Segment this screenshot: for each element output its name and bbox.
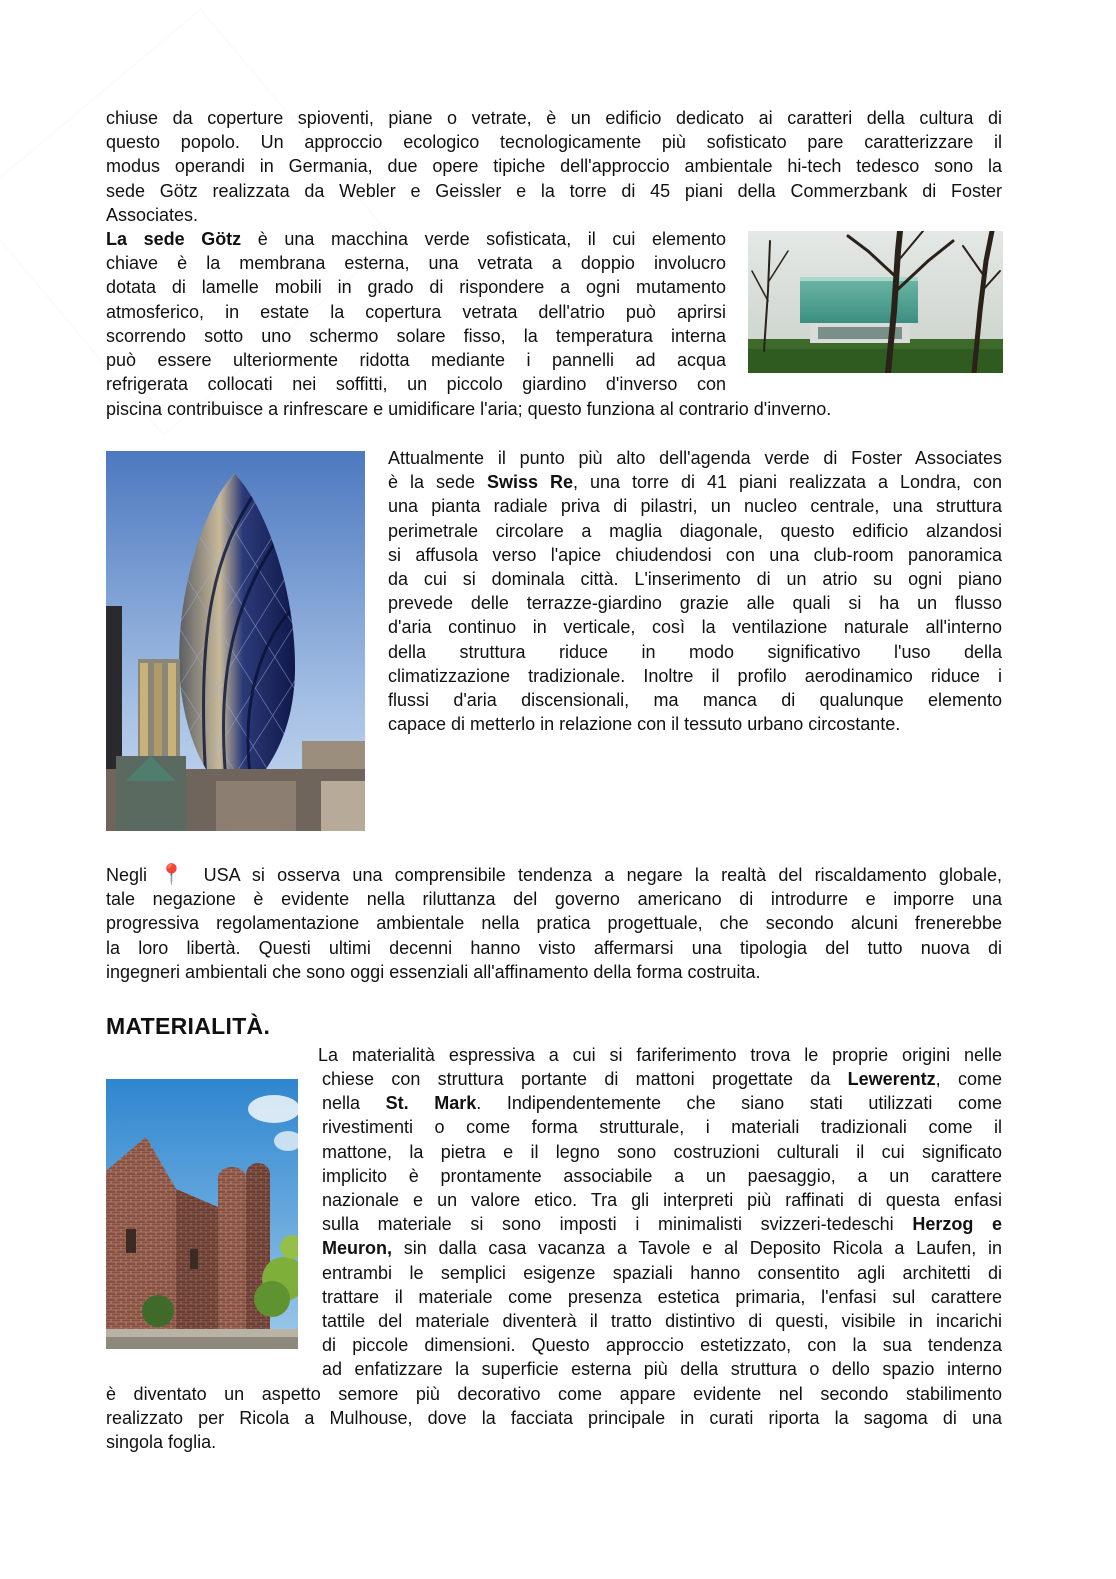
text-line: refrigerata collocati nei soffitti, un piccolo giardino d'inverso con xyxy=(106,374,726,395)
text-fragment: sulla materiale si sono imposti i minimalisti svizzeri-tedeschi xyxy=(322,1214,913,1235)
text-line: della struttura riduce in modo significativo l'uso della xyxy=(388,641,1002,662)
text-line: rivestimenti o come forma strutturale, i materiali tradizionali come il xyxy=(322,1117,1002,1138)
text-line: è diventato un aspetto semore più decorativo come appare evidente nel secondo stabilimento xyxy=(106,1384,1002,1404)
swiss-re-tower-photo xyxy=(106,451,365,831)
text-fragment: , una torre di 41 piani realizzata a Londra, con xyxy=(573,472,1002,493)
text-line: piscina contribuisce a rinfrescare e umidificare l'aria; questo funziona al contrario d'inverno. xyxy=(106,399,832,419)
section-heading: MATERIALITÀ. xyxy=(106,1013,271,1039)
text-line xyxy=(322,1212,1002,1236)
text-line: dotata di lamelle mobili in grado di rispondere a ogni mutamento xyxy=(106,277,726,298)
text-fragment: nella xyxy=(322,1093,386,1114)
gotz-paragraph xyxy=(106,227,726,396)
text-line: prevede delle terrazze-giardino grazie alle quali si ha un flusso xyxy=(388,593,1002,614)
text-line: La materialità espressiva a cui si fariferimento trova le proprie origini nelle xyxy=(318,1045,1002,1065)
text-line: scorrendo sotto uno schermo solare fisso, la temperatura interna xyxy=(106,325,726,346)
text-line: Associates. xyxy=(106,204,199,225)
gotz-title: La sede Götz xyxy=(106,229,242,249)
usa-paragraph xyxy=(106,863,1002,984)
text-line: flussi d'aria discensionali, ma manca di qualunque elemento xyxy=(388,690,1002,711)
text-line: implicito è prontamente associabile a un paesaggio, a un carattere xyxy=(322,1165,1002,1186)
lewerentz-name: Lewerentz xyxy=(847,1069,936,1089)
text-line xyxy=(322,1091,1002,1115)
text-line: perimetrale circolare a maglia diagonale, questo edificio alzandosi xyxy=(388,520,1002,541)
text-line xyxy=(106,227,726,251)
map-pin-icon[interactable]: 📍 xyxy=(159,864,192,886)
st-mark-church-photo xyxy=(106,1079,298,1349)
text-line: tale negazione è evidente nella riluttanza del governo americano di introdurre e imporre una xyxy=(106,889,1002,910)
st-mark-name: St. Mark xyxy=(385,1093,477,1114)
text-line: una pianta radiale priva di pilastri, un nucleo centrale, una struttura xyxy=(388,496,1002,517)
text-line: Attualmente il punto più alto dell'agenda verde di Foster Associates xyxy=(388,448,1002,468)
text-line xyxy=(106,863,1002,887)
text-line: chiave è la membrana esterna, una vetrata a doppio involucro xyxy=(106,253,726,274)
swiss-re-paragraph xyxy=(388,446,1002,736)
gotz-paragraph-end xyxy=(106,397,1002,421)
text-line: d'aria continuo in verticale, così la ventilazione naturale all'interno xyxy=(388,617,1002,638)
text-line: questo popolo. Un approccio ecologico tecnologicamente più sofisticato pare caratterizzare il xyxy=(106,132,1002,153)
text-fragment: è la sede xyxy=(388,472,487,493)
text-line: tattile del materiale diventerà il tratto distintivo di questi, visibile in incarichi xyxy=(322,1311,1002,1332)
materiality-paragraph-end xyxy=(106,1382,1002,1455)
text-fragment: . Indipendentemente che siano stati utilizzati come xyxy=(476,1093,1003,1114)
text-line: capace di metterlo in relazione con il tessuto urbano circostante. xyxy=(388,714,901,735)
text-line: climatizzazione tradizionale. Inoltre il profilo aerodinamico riduce i xyxy=(388,665,1002,686)
gotz-building-photo xyxy=(748,231,1003,373)
text-line: nazionale e un valore etico. Tra gli interpreti più raffinati di questa enfasi xyxy=(322,1190,1002,1211)
text-line: trattare il materiale come presenza estetica primaria, l'enfasi sul carattere xyxy=(322,1286,1002,1307)
materiality-paragraph xyxy=(322,1067,1002,1382)
materiality-paragraph-first-line xyxy=(318,1043,1002,1067)
text-fragment: chiese con struttura portante di mattoni progettate da xyxy=(322,1069,848,1089)
meuron-name: Meuron, xyxy=(322,1238,392,1259)
text-line: da cui si dominala città. L'inserimento di un atrio su ogni piano xyxy=(388,569,1002,590)
text-line: può essere ulteriormente ridotta mediante i pannelli ad acqua xyxy=(106,350,726,371)
text-line: singola foglia. xyxy=(106,1432,217,1453)
text-line: chiuse da coperture spioventi, piane o vetrate, è un edificio dedicato ai caratteri della cultura di xyxy=(106,108,1002,128)
swiss-re-title: Swiss Re xyxy=(486,472,573,493)
text-fragment: Negli xyxy=(106,865,160,885)
text-line: la loro libertà. Questi ultimi decenni hanno visto affermarsi una tipologia del tutto nuova di xyxy=(106,937,1002,958)
text-line: atmosferico, in estate la copertura vetrata dell'atrio può aprirsi xyxy=(106,301,726,322)
text-line xyxy=(322,1067,1002,1091)
text-line: ad enfatizzare la superficie esterna più della struttura o dello spazio interno xyxy=(322,1359,1002,1380)
herzog-name: Herzog e xyxy=(912,1214,1002,1235)
text-line: progressiva regolamentazione ambientale nella pratica progettuale, che secondo alcuni frenerebbe xyxy=(106,913,1002,934)
text-line: entrambi le semplici esigenze spaziali hanno consentito agli architetti di xyxy=(322,1262,1002,1283)
text-fragment: , come xyxy=(935,1069,1002,1089)
text-line xyxy=(322,1236,1002,1260)
text-fragment: è una macchina verde sofisticata, il cui elemento xyxy=(241,229,727,249)
text-line: di piccole dimensioni. Questo approccio estetizzato, con la sua tendenza xyxy=(322,1335,1002,1356)
text-line: realizzato per Ricola a Mulhouse, dove la facciata principale in curati riporta la sagoma di una xyxy=(106,1408,1002,1429)
text-line: ingegneri ambientali che sono oggi essenziali all'affinamento della forma costruita. xyxy=(106,961,761,982)
text-line: sede Götz realizzata da Webler e Geissler e la torre di 45 piani della Commerzbank di Foster xyxy=(106,180,1002,201)
text-line: mattone, la pietra e il legno sono costruzioni culturali il cui significato xyxy=(322,1141,1002,1162)
text-line: modus operandi in Germania, due opere tipiche dell'approccio ambientale hi-tech tedesco sono la xyxy=(106,156,1002,177)
text-line xyxy=(388,470,1002,494)
text-fragment: sin dalla casa vacanza a Tavole e al Deposito Ricola a Laufen, in xyxy=(392,1238,1002,1259)
intro-paragraph xyxy=(106,106,1002,227)
text-line: si affusola verso l'apice chiudendosi con una club-room panoramica xyxy=(388,544,1002,565)
text-fragment: USA si osserva una comprensibile tendenza a negare la realtà del riscaldamento globale, xyxy=(191,865,1002,885)
